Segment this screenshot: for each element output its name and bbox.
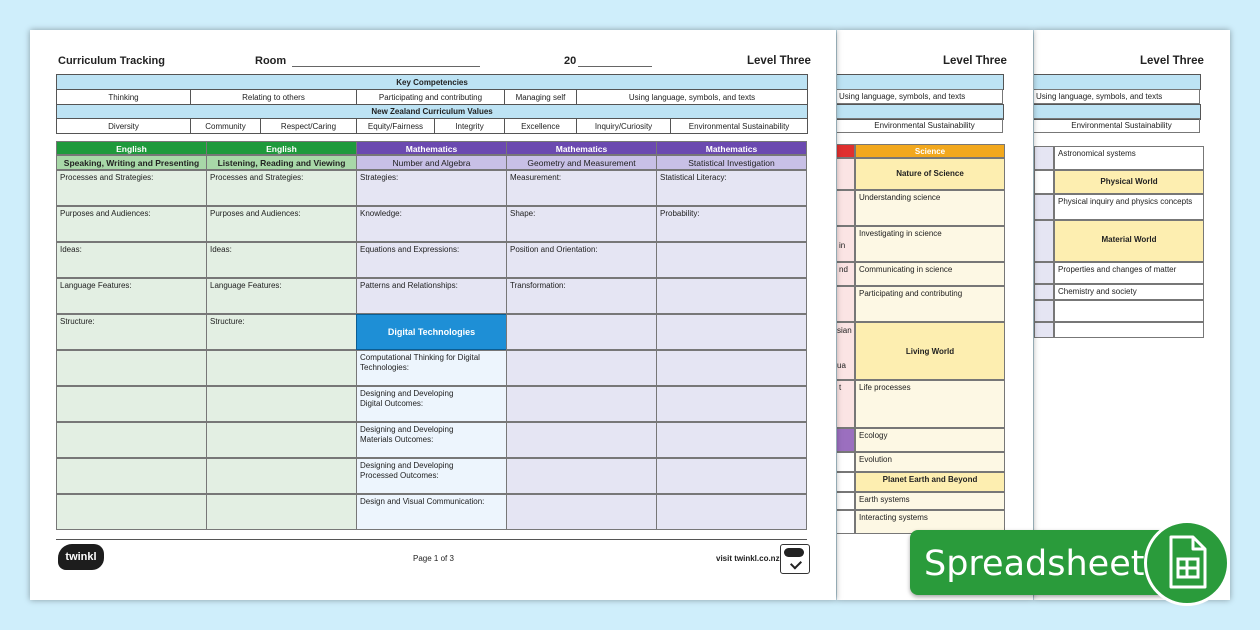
value-cell: Community [191,119,261,134]
math-cell: Patterns and Relationships: [356,278,507,314]
sci-item: Properties and changes of matter [1054,262,1204,284]
sci-strand: Planet Earth and Beyond [855,472,1005,492]
blank-cell [837,492,855,510]
astronomy-color-cell [1034,146,1054,170]
math-cell-empty [656,494,807,530]
english-cell: Language Features: [56,278,207,314]
left-fragment: in [837,226,855,262]
sheets-file-icon [1147,523,1227,603]
left-fragment-cell [837,322,855,380]
english-cell: Structure: [56,314,207,350]
sci-item: Chemistry and society [1054,284,1204,300]
sci-item: Physical inquiry and physics concepts [1054,194,1204,220]
digital-cell: Designing and Developing Digital Outcomes: [356,386,507,422]
competency-cell: Using language, symbols, and texts [1034,89,1200,104]
left-fragment-cell [837,190,855,226]
color-cell [1034,300,1054,322]
left-fragment: t [837,380,855,428]
english-cell-empty [206,458,357,494]
sci-strand: Material World [1054,220,1204,262]
sci-item: Ecology [855,428,1005,452]
digital-technologies-header: Digital Technologies [356,314,507,350]
page-title: Curriculum Tracking [58,55,165,67]
value-cell: Excellence [505,119,577,134]
digital-cell: Designing and Developing Materials Outcomes: [356,422,507,458]
english-cell: Processes and Strategies: [56,170,207,206]
year-line [578,66,652,67]
competency-cell: Thinking [57,90,191,105]
key-competencies-bar [1034,74,1201,90]
math-cell-empty [656,422,807,458]
english-cell: Purposes and Audiences: [56,206,207,242]
sci-strand: Physical World [1054,170,1204,194]
sci-item: Understanding science [855,190,1005,226]
math-cell: Position and Orientation: [506,242,657,278]
competency-cell: Using language, symbols, and texts [577,90,808,105]
sci-strand: Nature of Science [855,158,1005,190]
twinkl-logo: twinkl [58,544,104,570]
english-cell: Structure: [206,314,357,350]
spreadsheet-page-2 [837,30,1033,600]
value-cell: Inquiry/Curiosity [577,119,671,134]
english-cell: Ideas: [206,242,357,278]
english-cell: Ideas: [56,242,207,278]
english-cell-empty [56,386,207,422]
value-cell: Equity/Fairness [357,119,435,134]
math-cell: Statistical Literacy: [656,170,807,206]
math-cell: Transformation: [506,278,657,314]
value-cell: Integrity [435,119,505,134]
math-cell-empty [506,314,657,350]
math-cell: Strategies: [356,170,507,206]
english-cell: Language Features: [206,278,357,314]
left-fragment: ua [837,361,846,370]
blank-cell [1054,322,1204,338]
math-cell-empty [506,458,657,494]
digital-cell: Computational Thinking for Digital Technologies: [356,350,507,386]
blank-cell [837,452,855,472]
color-cell [1034,262,1054,284]
blank-cell [837,472,855,492]
value-cell: Diversity [57,119,191,134]
sci-item: Communicating in science [855,262,1005,286]
left-fragment: nd [837,262,855,286]
footer-divider [56,539,807,540]
sci-item: Interacting systems [855,510,1005,534]
competency-cell: Relating to others [191,90,357,105]
math-subheader: Statistical Investigation [656,155,807,170]
english-subheader: Listening, Reading and Viewing [206,155,357,170]
math-cell: Equations and Expressions: [356,242,507,278]
red-header-cell [837,144,855,158]
english-header: English [56,141,207,155]
color-cell [1034,284,1054,300]
level-label: Level Three [1140,55,1204,67]
english-cell-empty [56,350,207,386]
competency-cell: Managing self [505,90,577,105]
room-line [292,66,480,67]
math-cell-empty [656,242,807,278]
sci-item: Investigating in science [855,226,1005,262]
level-label: Level Three [747,55,811,67]
math-header: Mathematics [356,141,507,155]
visit-link[interactable]: visit twinkl.co.nz [716,554,780,563]
english-cell: Processes and Strategies: [206,170,357,206]
sci-item: Participating and contributing [855,286,1005,322]
left-fragment: sian [837,326,852,335]
values-cell: Environmental Sustainability [837,118,1003,133]
quality-badge-icon [780,544,810,574]
digital-cell: Designing and Developing Processed Outcomes: [356,458,507,494]
spreadsheet-page-3 [1034,30,1230,600]
sci-item: Evolution [855,452,1005,472]
math-cell: Probability: [656,206,807,242]
english-cell-empty [56,422,207,458]
value-cell: Environmental Sustainability [671,119,808,134]
key-competencies-bar [837,74,1004,90]
sci-item: Earth systems [855,492,1005,510]
color-cell [1034,194,1054,220]
sci-strand: Living World [855,322,1005,380]
sheets-icon [1144,520,1230,606]
science-header: Science [855,144,1005,158]
sci-item: Life processes [855,380,1005,428]
math-cell-empty [506,494,657,530]
room-label: Room [255,55,287,67]
level-label: Level Three [943,55,1007,67]
english-cell-empty [206,494,357,530]
math-cell-empty [506,350,657,386]
english-cell-empty [206,422,357,458]
english-cell-empty [56,494,207,530]
math-cell-empty [656,386,807,422]
math-header: Mathematics [656,141,807,155]
english-cell-empty [206,386,357,422]
math-subheader: Geometry and Measurement [506,155,657,170]
math-cell: Shape: [506,206,657,242]
competency-cell: Using language, symbols, and texts [837,89,1003,104]
english-cell-empty [56,458,207,494]
english-cell-empty [206,350,357,386]
spreadsheet-label: Spreadsheet [924,544,1145,584]
spreadsheet-page-1 [30,30,836,600]
left-fragment-cell [837,158,855,190]
blank-cell [1034,170,1054,194]
purple-cell [837,428,855,452]
values-title: New Zealand Curriculum Values [57,105,808,119]
math-cell-empty [506,386,657,422]
color-cell [1034,322,1054,338]
competency-cell: Participating and contributing [357,90,505,105]
math-cell-empty [656,278,807,314]
english-subheader: Speaking, Writing and Presenting [56,155,207,170]
color-cell [1034,220,1054,262]
math-cell-empty [656,350,807,386]
math-header: Mathematics [506,141,657,155]
left-fragment-cell [837,286,855,322]
english-header: English [206,141,357,155]
page-number: Page 1 of 3 [413,554,454,563]
math-cell-empty [656,314,807,350]
blank-cell [1054,300,1204,322]
math-cell-empty [506,422,657,458]
math-cell: Knowledge: [356,206,507,242]
competencies-table [56,74,808,134]
math-cell-empty [656,458,807,494]
math-subheader: Number and Algebra [356,155,507,170]
english-cell: Purposes and Audiences: [206,206,357,242]
math-cell: Measurement: [506,170,657,206]
sci-item: Astronomical systems [1054,146,1204,170]
year-label: 20 [564,55,577,67]
blank-cell [837,510,855,534]
key-competencies-title: Key Competencies [57,75,808,90]
digital-cell: Design and Visual Communication: [356,494,507,530]
values-cell: Environmental Sustainability [1034,118,1200,133]
value-cell: Respect/Caring [261,119,357,134]
